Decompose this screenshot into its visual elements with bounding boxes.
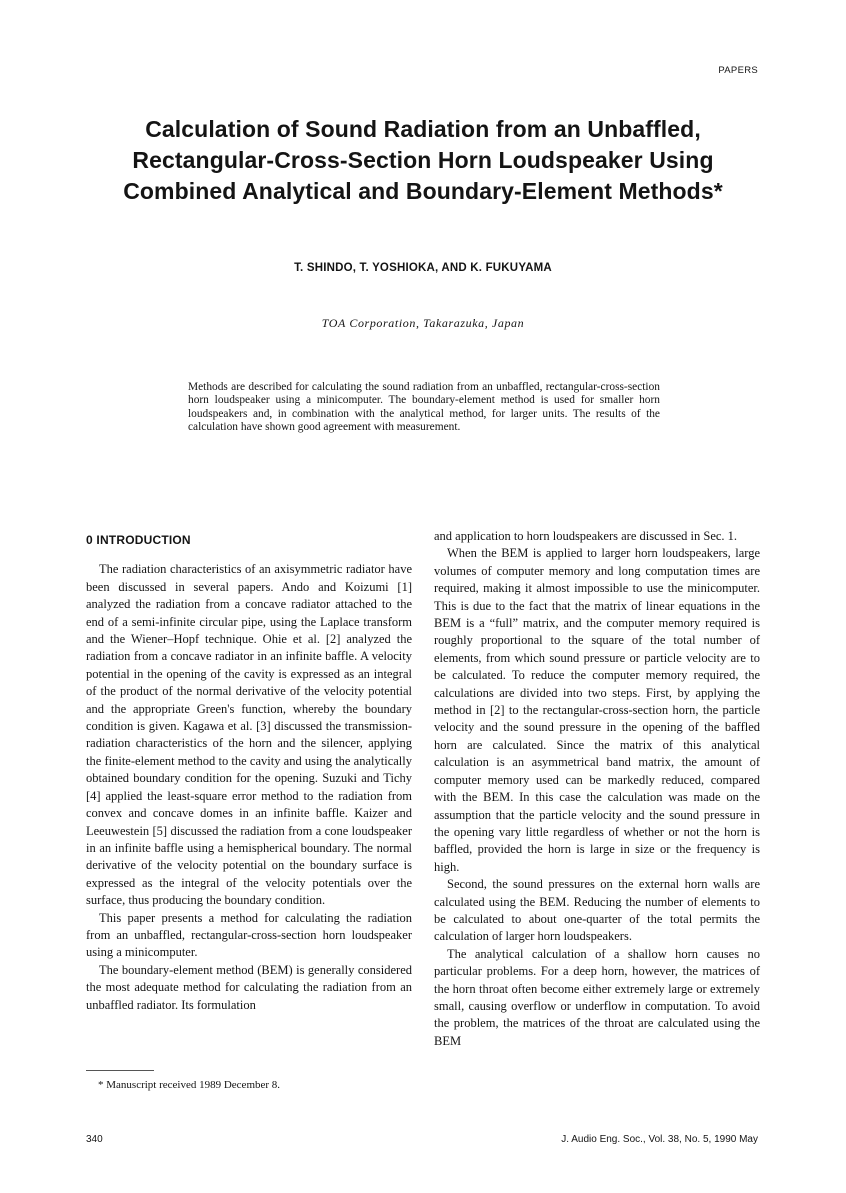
journal-reference: J. Audio Eng. Soc., Vol. 38, No. 5, 1990 May — [561, 1134, 758, 1145]
footnote: * Manuscript received 1989 December 8. — [98, 1079, 281, 1091]
section-heading: 0 INTRODUCTION — [86, 533, 191, 547]
body-paragraph: When the BEM is applied to larger horn loudspeakers, large volumes of computer memory and long computation times are required, making it almost impossible to use the minicomputer. This is due to the fact that the matrix of linear equations in the BEM is a “full” matrix, and the computer memory required is roughly proportional to the square of the total number of elements, from which sound pressure or particle velocity are to be calculated. To reduce the computer memory required, the calculations are divided into two steps. First, by applying the method in [2] to the rectangular-cross-section horn, the particle velocity and the sound pressure in the opening of the baffled horn are calculated. Since the matrix of this analytical calculation is an asymmetrical band matrix, the amount of computer memory used can be markedly reduced, compared with the BEM. In this case the calculation was made on the assumption that the particle velocity and the sound pressure in the opening vary little regardless of whether or not the horn is baffled, provided the horn is large in size or the frequency is high. — [434, 546, 760, 874]
footnote-divider — [86, 1070, 154, 1071]
right-column — [434, 528, 760, 1050]
left-column — [86, 528, 412, 1014]
body-paragraph: Second, the sound pressures on the external horn walls are calculated using the BEM. Reducing the number of elements to be calculated to about one-quarter of the total permits the calculation of larger horn loudspeakers. — [434, 877, 760, 944]
title-line: Rectangular-Cross-Section Horn Loudspeaker Using — [132, 147, 714, 173]
body-paragraph: The analytical calculation of a shallow horn causes no particular problems. For a deep horn, however, the matrices of the horn throat often become either extremely large or extremely small, causing overflow or underflow in computation. To avoid the problem, the matrices of the throat are calculated using the BEM — [434, 946, 760, 1048]
paper-title — [60, 114, 786, 207]
running-head: PAPERS — [718, 65, 758, 76]
affiliation: TOA Corporation, Takarazuka, Japan — [321, 316, 525, 330]
title-line: Calculation of Sound Radiation from an Unbaffled, — [145, 116, 701, 142]
body-paragraph: The boundary-element method (BEM) is generally considered the most adequate method for calculating the radiation from an unbaffled radiator. Its formulation — [86, 962, 412, 1012]
body-paragraph: and application to horn loudspeakers are discussed in Sec. 1. — [434, 529, 738, 543]
page-number: 340 — [86, 1134, 103, 1145]
body-paragraph: The radiation characteristics of an axisymmetric radiator have been discussed in several papers. Ando and Koizumi [1] analyzed the radiation from a concave radiator attached to the end of a semi-infinite circular pipe, using the Laplace transform and the Wiener–Hopf technique. Ohie et al. [2] analyzed the radiation from a concave radiator in an infinite baffle. A velocity potential in the opening of the cavity is expressed as an integral of the product of the normal derivative of the velocity potential and the appropriate Green's function, whereby the boundary condition is given. Kagawa et al. [3] discussed the transmission-radiation characteristics of the horn and the silencer, applying the finite-element method to the cavity and using the analytically obtained boundary condition for the opening. Suzuki and Tichy [4] applied the least-square error method to the radiation from convex and concave domes in an infinite baffle. Kaizer and Leeuwestein [5] discussed the radiation from a cone loudspeaker in an infinite baffle using a hemispherical boundary. The normal derivative of the velocity potential on the boundary surface is expressed as the integral of the velocity potentials over the surface, thus producing the boundary condition. — [86, 562, 412, 908]
abstract: Methods are described for calculating the sound radiation from an unbaffled, rectangular-cross-section horn loudspeaker using a minicomputer. The boundary-element method is used for smaller horn loudspeakers and, in combination with the analytical method, for larger units. The results of the calculation have shown good agreement with measurement. — [188, 381, 660, 433]
author-list: T. SHINDO, T. YOSHIOKA, AND K. FUKUYAMA — [294, 262, 552, 274]
title-line: Combined Analytical and Boundary-Element Methods* — [123, 178, 723, 204]
body-paragraph: This paper presents a method for calculating the radiation from an unbaffled, rectangular-cross-section horn loudspeaker using a minicomputer. — [86, 910, 412, 960]
